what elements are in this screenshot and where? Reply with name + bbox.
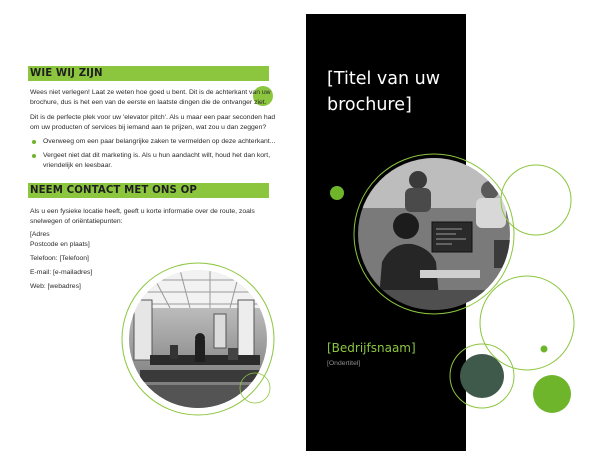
about-bullet-list [30, 137, 276, 176]
text-line: [Adres [30, 231, 50, 238]
text-line: brochure, dus is het een van de eerste en laatste dingen die de ontvanger ziet. [30, 99, 267, 107]
contact-email: E-mail: [e-mailadres] [30, 269, 93, 276]
bullet-icon [32, 140, 36, 144]
contact-web: Web: [webadres] [30, 283, 81, 290]
text-line: Overweeg om een paar belangrijke zaken te vermelden op deze achterkant... [43, 138, 276, 145]
outline-circle-right [501, 165, 571, 235]
cover-title-line: [Titel van uw [327, 69, 441, 89]
green-dot-left [330, 186, 344, 200]
text-line: Wees niet verlegen! Laat ze weten hoe goed u bent. Dit is de achterkant van uw [30, 89, 271, 96]
outline-circle-large [480, 276, 574, 370]
contact-address [30, 230, 276, 250]
list-item [30, 137, 276, 147]
green-dot-tiny [541, 346, 548, 353]
about-paragraph-1 [30, 88, 276, 108]
section-heading-about: WIE WIJ ZIJN [28, 66, 269, 81]
text-line: snelwegen of oriëntatiepunten: [30, 218, 123, 226]
text-line: vriendelijk en leesbaar. [43, 162, 113, 170]
cover-subtitle: [Ondertitel] [327, 360, 361, 367]
bullet-icon [32, 154, 36, 158]
text-line: Dit is de perfecte plek voor uw 'elevator pitch'. Als u maar een paar seconden had [30, 114, 276, 121]
text-line: Als u een fysieke locatie heeft, geeft u korte informatie over de route, zoals [30, 208, 255, 215]
text-line: om uw producten of services bij iemand aan te prijzen, wat zou u dan zeggen? [30, 124, 267, 132]
list-item [30, 151, 276, 171]
cover-title-line: brochure] [327, 95, 412, 115]
text-line: Vergeet niet dat dit marketing is. Als u hun aandacht wilt, houd het dan kort, [43, 152, 271, 160]
text-line: Postcode en plaats] [30, 241, 90, 249]
cover-title [327, 66, 467, 118]
company-name: [Bedrijfsnaam] [327, 341, 416, 355]
green-circle-large [533, 375, 571, 413]
contact-intro [30, 207, 276, 227]
slate-circle [460, 354, 504, 398]
about-paragraph-2 [30, 113, 276, 133]
contact-phone: Telefoon: [Telefoon] [30, 255, 89, 262]
section-heading-contact: NEEM CONTACT MET ONS OP [28, 183, 269, 198]
